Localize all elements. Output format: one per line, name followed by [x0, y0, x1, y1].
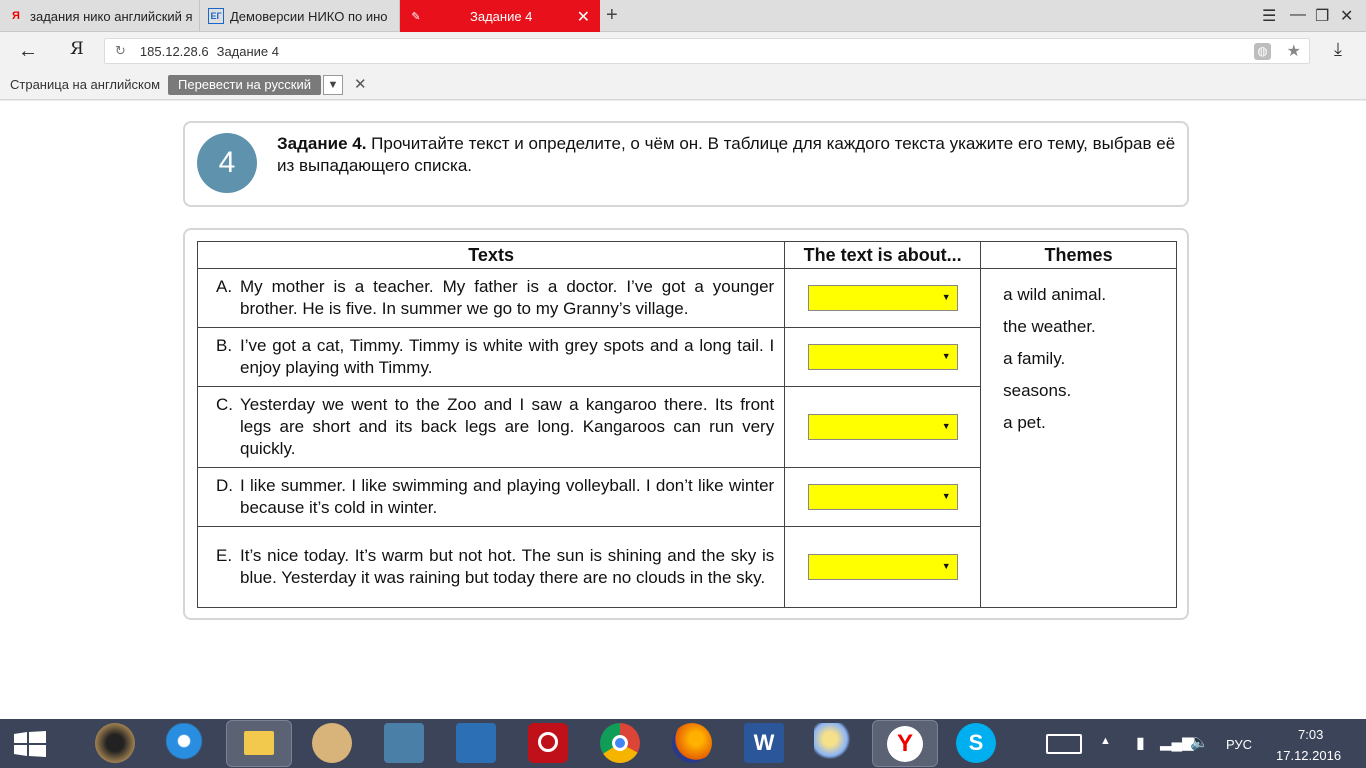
text-cell [198, 328, 785, 387]
chrome-icon[interactable] [600, 723, 640, 763]
chevron-down-icon: ▼ [941, 351, 951, 361]
text-cell [198, 269, 785, 328]
minimize-icon[interactable]: — [1290, 6, 1306, 23]
tab-task-4[interactable] [400, 0, 600, 32]
download-icon[interactable]: ⤓ [1334, 39, 1342, 59]
back-icon[interactable]: ← [18, 40, 38, 62]
reload-icon[interactable]: ↻ [115, 43, 126, 58]
close-window-icon[interactable]: ✕ [1340, 8, 1354, 25]
audio-player-icon[interactable] [95, 723, 135, 763]
address-bar [0, 32, 1366, 70]
task-header-card [183, 121, 1189, 207]
tab-bar [0, 0, 1366, 32]
tab-label: задания нико английский я [30, 8, 193, 24]
show-hidden-icons-chevron-icon[interactable]: ▲ [1100, 735, 1111, 747]
row-letter: C. [216, 395, 233, 414]
media-app-icon[interactable] [312, 723, 352, 763]
chevron-down-icon: ▼ [941, 491, 951, 501]
theme-select-c[interactable] [808, 414, 958, 440]
menu-icon[interactable]: ☰ [1262, 8, 1277, 25]
chevron-down-icon: ▼ [941, 292, 951, 302]
word-icon[interactable]: W [744, 723, 784, 763]
doc-app-icon[interactable] [384, 723, 424, 763]
tab-demo-versions[interactable] [200, 0, 400, 32]
tab-label: Задание 4 [470, 8, 533, 24]
theme-select-d[interactable] [808, 484, 958, 510]
row-letter: B. [216, 336, 233, 355]
theme-item: a pet. [1003, 413, 1046, 432]
windows-start-icon[interactable] [14, 731, 46, 757]
text-cell [198, 468, 785, 527]
yandex-favicon-icon: Я [12, 10, 20, 22]
header-texts: Texts [198, 242, 785, 269]
answer-cell [785, 269, 981, 328]
restore-icon[interactable]: ❐ [1315, 8, 1330, 25]
row-text: I’ve got a cat, Timmy. Timmy is white with grey spots and a long tail. I enjoy playing with Timmy. [240, 336, 775, 377]
answer-cell [785, 328, 981, 387]
url-page-title: Задание 4 [216, 43, 280, 59]
translate-options-chevron-icon[interactable]: ▼ [323, 75, 343, 95]
clock-date[interactable]: 17.12.2016 [1276, 748, 1342, 763]
theme-item: the weather. [1003, 317, 1096, 336]
internet-explorer-icon[interactable] [166, 723, 206, 763]
theme-select-e[interactable] [808, 554, 958, 580]
yandex-browser-icon[interactable]: Y [872, 720, 938, 767]
theme-select-a[interactable] [808, 285, 958, 311]
language-indicator[interactable]: РУС [1226, 737, 1253, 752]
answer-cell [785, 468, 981, 527]
answer-cell [785, 387, 981, 468]
header-text-about: The text is about... [785, 242, 981, 269]
pencil-favicon-icon: ✎ [411, 10, 421, 23]
new-tab-button[interactable]: + [606, 4, 618, 26]
row-text: It’s nice today. It’s warm but not hot. The sun is shining and the sky is blue. Yesterday it was raining but today there are no clouds in the sky. [240, 546, 775, 587]
power-app-icon[interactable] [528, 723, 568, 763]
task-instructions [277, 133, 1177, 177]
paint-icon[interactable] [814, 723, 854, 763]
theme-item: a family. [1003, 349, 1066, 368]
row-text: My mother is a teacher. My father is a doctor. I’ve got a younger brother. He is five. In summer we go to my Granny’s village. [240, 277, 775, 318]
firefox-icon[interactable] [672, 723, 712, 763]
theme-item: seasons. [1003, 381, 1072, 400]
tab-niko-search[interactable] [0, 0, 200, 32]
row-text: I like summer. I like swimming and playing volleyball. I don’t like winter because it’s cold in winter. [240, 476, 775, 517]
settings-app-icon[interactable] [456, 723, 496, 763]
chevron-down-icon: ▼ [941, 421, 951, 431]
signal-icon[interactable]: ▂▄▆ [1160, 734, 1194, 751]
row-letter: E. [216, 546, 233, 565]
bookmark-star-icon[interactable]: ★ [1286, 43, 1301, 60]
task-heading: Задание 4. [277, 134, 367, 153]
texts-table [197, 241, 1177, 608]
theme-select-b[interactable] [808, 344, 958, 370]
text-cell [198, 387, 785, 468]
tab-label: Демоверсии НИКО по ино [230, 8, 388, 24]
table-row [198, 269, 1177, 328]
row-text: Yesterday we went to the Zoo and I saw a kangaroo there. Its front legs are short and its back legs are long. Kangaroos can run very quickly. [240, 395, 775, 458]
site-favicon-icon: ЕГ [208, 8, 224, 24]
task-table-card [183, 228, 1189, 620]
row-letter: A. [216, 277, 233, 296]
task-instructions-text: Прочитайте текст и определите, о чём он. В таблице для каждого текста укажите его тему, выбрав её из выпадающего списка. [277, 134, 1176, 175]
close-translate-icon[interactable]: ✕ [354, 76, 367, 93]
protect-icon[interactable]: ◍ [1254, 43, 1271, 60]
clock-time[interactable]: 7:03 [1298, 727, 1324, 742]
themes-list [981, 269, 1177, 608]
volume-icon[interactable]: 🔈 [1190, 734, 1209, 751]
windows-taskbar [0, 719, 1366, 768]
page-content [0, 101, 1366, 719]
file-explorer-icon[interactable] [226, 720, 292, 767]
row-letter: D. [216, 476, 233, 495]
header-themes: Themes [981, 242, 1177, 269]
yandex-logo-icon[interactable]: Я [70, 39, 84, 59]
url-input[interactable] [104, 38, 1310, 64]
answer-cell [785, 527, 981, 608]
translate-button[interactable]: Перевести на русский [168, 75, 321, 95]
page-language-label: Страница на английском [10, 77, 161, 92]
chevron-down-icon: ▼ [941, 561, 951, 571]
translate-bar [0, 70, 1366, 100]
keyboard-icon[interactable] [1046, 734, 1082, 754]
battery-icon[interactable]: ▮ [1136, 735, 1145, 752]
text-cell [198, 527, 785, 608]
theme-item: a wild animal. [1003, 285, 1107, 304]
task-number-badge: 4 [197, 133, 257, 193]
url-host: 185.12.28.6 [139, 43, 209, 59]
skype-icon[interactable]: S [956, 723, 996, 763]
close-tab-icon[interactable]: ✕ [576, 9, 590, 26]
